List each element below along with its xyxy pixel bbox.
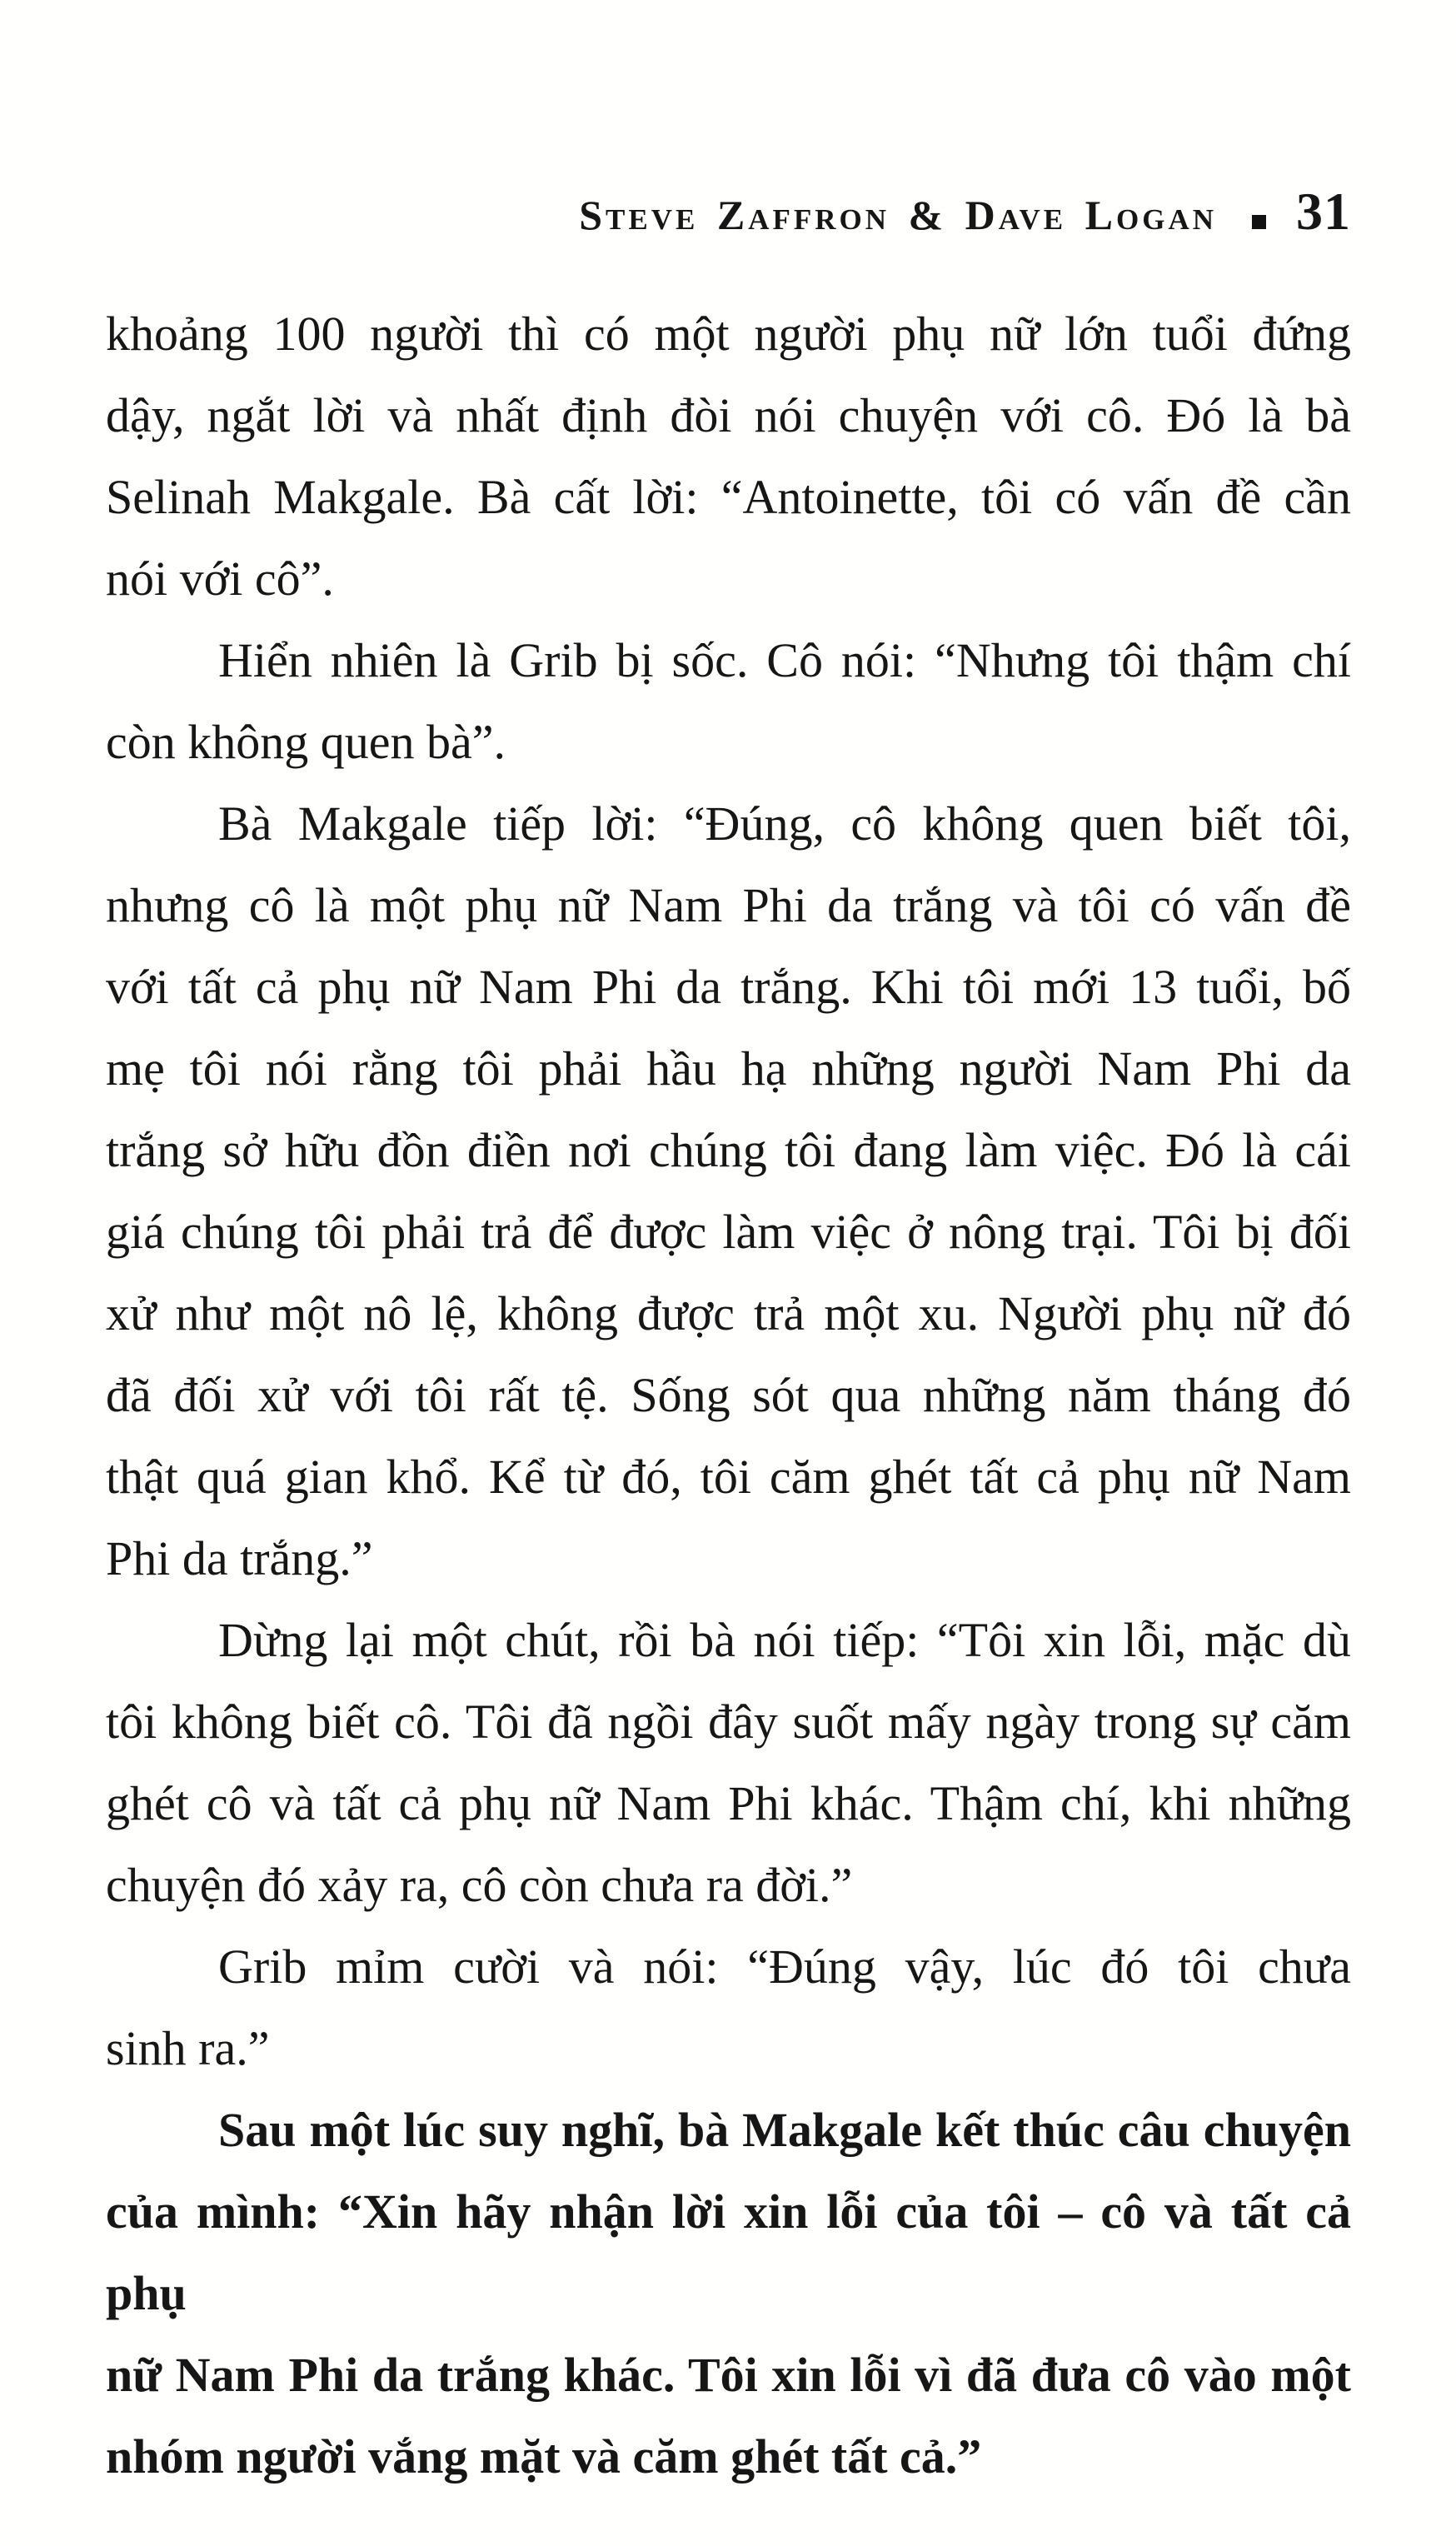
page-header xyxy=(106,182,1351,241)
paragraph-5 xyxy=(106,1926,1351,2089)
text-line: dậy, ngắt lời và nhất định đòi nói chuyện với cô. Đó là bà xyxy=(106,388,1351,442)
text-line: khoảng 100 người thì có một người phụ nữ lớn tuổi đứng xyxy=(106,307,1351,361)
text-line: giá chúng tôi phải trả để được làm việc ở nông trại. Tôi bị đối xyxy=(106,1205,1351,1259)
body-text xyxy=(106,293,1351,2498)
text-line: của mình: “Xin hãy nhận lời xin lỗi của tôi – cô và tất cả phụ xyxy=(106,2184,1351,2320)
text-line: Sau một lúc suy nghĩ, bà Makgale kết thúc câu chuyện xyxy=(218,2103,1351,2157)
text-line: sinh ra.” xyxy=(106,2021,270,2075)
text-line: với tất cả phụ nữ Nam Phi da trắng. Khi tôi mới 13 tuổi, bố xyxy=(106,960,1351,1014)
text-line: Grib mỉm cười và nói: “Đúng vậy, lúc đó tôi chưa xyxy=(218,1939,1351,1994)
text-line: Dừng lại một chút, rồi bà nói tiếp: “Tôi xin lỗi, mặc dù xyxy=(218,1613,1351,1667)
text-line: Selinah Makgale. Bà cất lời: “Antoinette, tôi có vấn đề cần xyxy=(106,470,1351,524)
running-head-authors: Steve Zaffron & Dave Logan xyxy=(579,192,1217,238)
text-line: Phi da trắng.” xyxy=(106,1531,373,1585)
text-line: nhưng cô là một phụ nữ Nam Phi da trắng và tôi có vấn đề xyxy=(106,878,1351,932)
text-line: ghét cô và tất cả phụ nữ Nam Phi khác. Thậm chí, khi những xyxy=(106,1776,1351,1830)
text-line: thật quá gian khổ. Kể từ đó, tôi căm ghét tất cả phụ nữ Nam xyxy=(106,1450,1351,1504)
paragraph-6 xyxy=(106,2089,1351,2498)
paragraph-1 xyxy=(106,293,1351,620)
paragraph-2 xyxy=(106,620,1351,783)
text-line: Hiển nhiên là Grib bị sốc. Cô nói: “Nhưng tôi thậm chí xyxy=(218,633,1351,687)
text-line: chuyện đó xảy ra, cô còn chưa ra đời.” xyxy=(106,1858,853,1912)
paragraph-3 xyxy=(106,783,1351,1600)
text-line: tôi không biết cô. Tôi đã ngồi đây suốt mấy ngày trong sự căm xyxy=(106,1695,1351,1749)
text-line: trắng sở hữu đồn điền nơi chúng tôi đang làm việc. Đó là cái xyxy=(106,1123,1351,1177)
text-line: nói với cô”. xyxy=(106,552,334,606)
page-number: 31 xyxy=(1296,182,1351,241)
text-line: mẹ tôi nói rằng tôi phải hầu hạ những người Nam Phi da xyxy=(106,1041,1351,1096)
text-line: đã đối xử với tôi rất tệ. Sống sót qua những năm tháng đó xyxy=(106,1368,1351,1422)
text-line: Bà Makgale tiếp lời: “Đúng, cô không quen biết tôi, xyxy=(218,796,1351,851)
text-line: xử như một nô lệ, không được trả một xu. Người phụ nữ đó xyxy=(106,1286,1351,1340)
paragraph-4 xyxy=(106,1600,1351,1926)
text-line: nữ Nam Phi da trắng khác. Tôi xin lỗi vì đã đưa cô vào một xyxy=(106,2348,1351,2402)
text-line: còn không quen bà”. xyxy=(106,715,506,769)
square-bullet-icon xyxy=(1252,215,1266,229)
text-line: nhóm người vắng mặt và căm ghét tất cả.” xyxy=(106,2429,982,2484)
